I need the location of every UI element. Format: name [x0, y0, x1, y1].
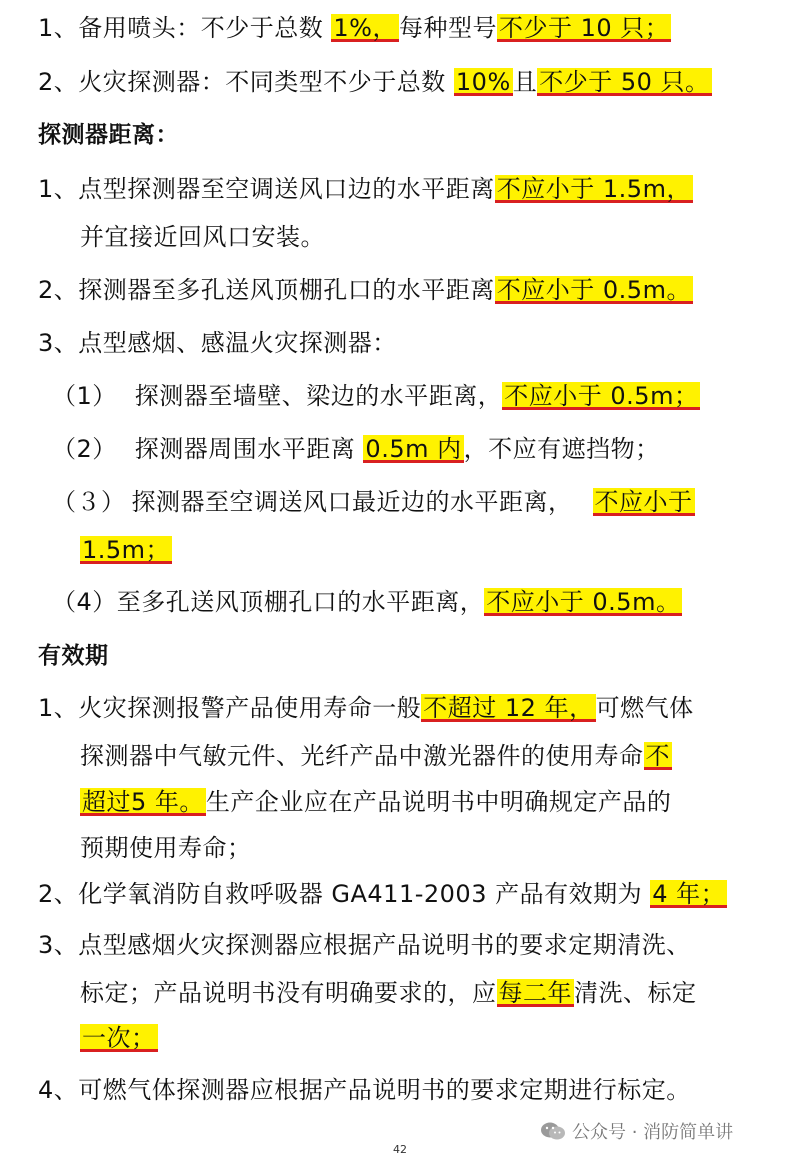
validity-item-2: 2、化学氧消防自救呼吸器 GA411-2003 产品有效期为 4 年； — [38, 880, 726, 908]
spare-nozzle-line: 1、备用喷头：不少于总数 1%，每种型号不少于 10 只； — [38, 14, 670, 42]
validity-item-1-cont-2: 超过5 年。生产企业应在产品说明书中明确规定产品的 — [82, 788, 672, 816]
validity-item-1: 1、火灾探测报警产品使用寿命一般不超过 12 年，可燃气体 — [38, 694, 694, 722]
highlight: 不少于 10 只； — [498, 14, 670, 42]
highlight: 一次； — [82, 1024, 156, 1052]
distance-item-1: 1、点型探测器至空调送风口边的水平距离不应小于 1.5m， — [38, 175, 691, 203]
highlight: 不应小于 — [594, 488, 693, 516]
highlight: 不应小于 0.5m。 — [486, 588, 681, 616]
detector-count-line: 2、火灾探测器：不同类型不少于总数 10%且不少于 50 只。 — [38, 68, 710, 96]
distance-item-1-cont: 并宜接近回风口安装。 — [80, 223, 325, 251]
validity-item-1-cont-3: 预期使用寿命； — [80, 834, 252, 862]
distance-item-2: 2、探测器至多孔送风顶棚孔口的水平距离不应小于 0.5m。 — [38, 276, 691, 304]
distance-sub-4: （4）至多孔送风顶棚孔口的水平距离，不应小于 0.5m。 — [52, 588, 681, 616]
highlight: 不 — [645, 742, 670, 770]
distance-sub-3-cont — [80, 532, 172, 568]
section-heading-distance: 探测器距离： — [38, 122, 179, 148]
highlight: 不超过 12 年， — [423, 694, 594, 722]
page-number: 42 — [393, 1143, 407, 1156]
highlight: 每二年 — [498, 979, 572, 1007]
validity-item-4: 4、可燃气体探测器应根据产品说明书的要求定期进行标定。 — [38, 1076, 691, 1104]
highlight: 4 年； — [652, 880, 726, 908]
highlight: 超过5 年。 — [82, 788, 204, 816]
watermark — [540, 1118, 733, 1144]
validity-item-1-cont-1: 探测器中气敏元件、光纤产品中激光器件的使用寿命不 — [80, 742, 670, 770]
distance-sub-1: （1） 探测器至墙壁、梁边的水平距离，不应小于 0.5m； — [52, 382, 699, 410]
watermark-text: 公众号 · 消防简单讲 — [572, 1122, 734, 1143]
distance-sub-2: （2） 探测器周围水平距离 0.5m 内，不应有遮挡物； — [52, 435, 660, 463]
highlight: 不应小于 0.5m； — [504, 382, 699, 410]
section-heading-validity: 有效期 — [38, 643, 109, 669]
highlight: 0.5m 内 — [365, 435, 462, 463]
highlight: 不少于 50 只。 — [539, 68, 710, 96]
highlight: 1.5m； — [82, 536, 171, 564]
validity-item-3: 3、点型感烟火灾探测器应根据产品说明书的要求定期清洗、 — [38, 931, 691, 959]
distance-sub-3: （３） 探测器至空调送风口最近边的水平距离， 不应小于 — [52, 488, 693, 516]
validity-item-3-cont-2 — [80, 1020, 158, 1056]
wechat-icon — [540, 1121, 566, 1141]
highlight: 不应小于 0.5m。 — [496, 276, 691, 304]
validity-item-3-cont-1: 标定；产品说明书没有明确要求的，应每二年清洗、标定 — [80, 979, 697, 1007]
highlight: 不应小于 1.5m， — [496, 175, 691, 203]
distance-item-3: 3、点型感烟、感温火灾探测器： — [38, 329, 397, 357]
highlight: 10% — [455, 68, 511, 96]
highlight: 1%， — [333, 14, 397, 42]
